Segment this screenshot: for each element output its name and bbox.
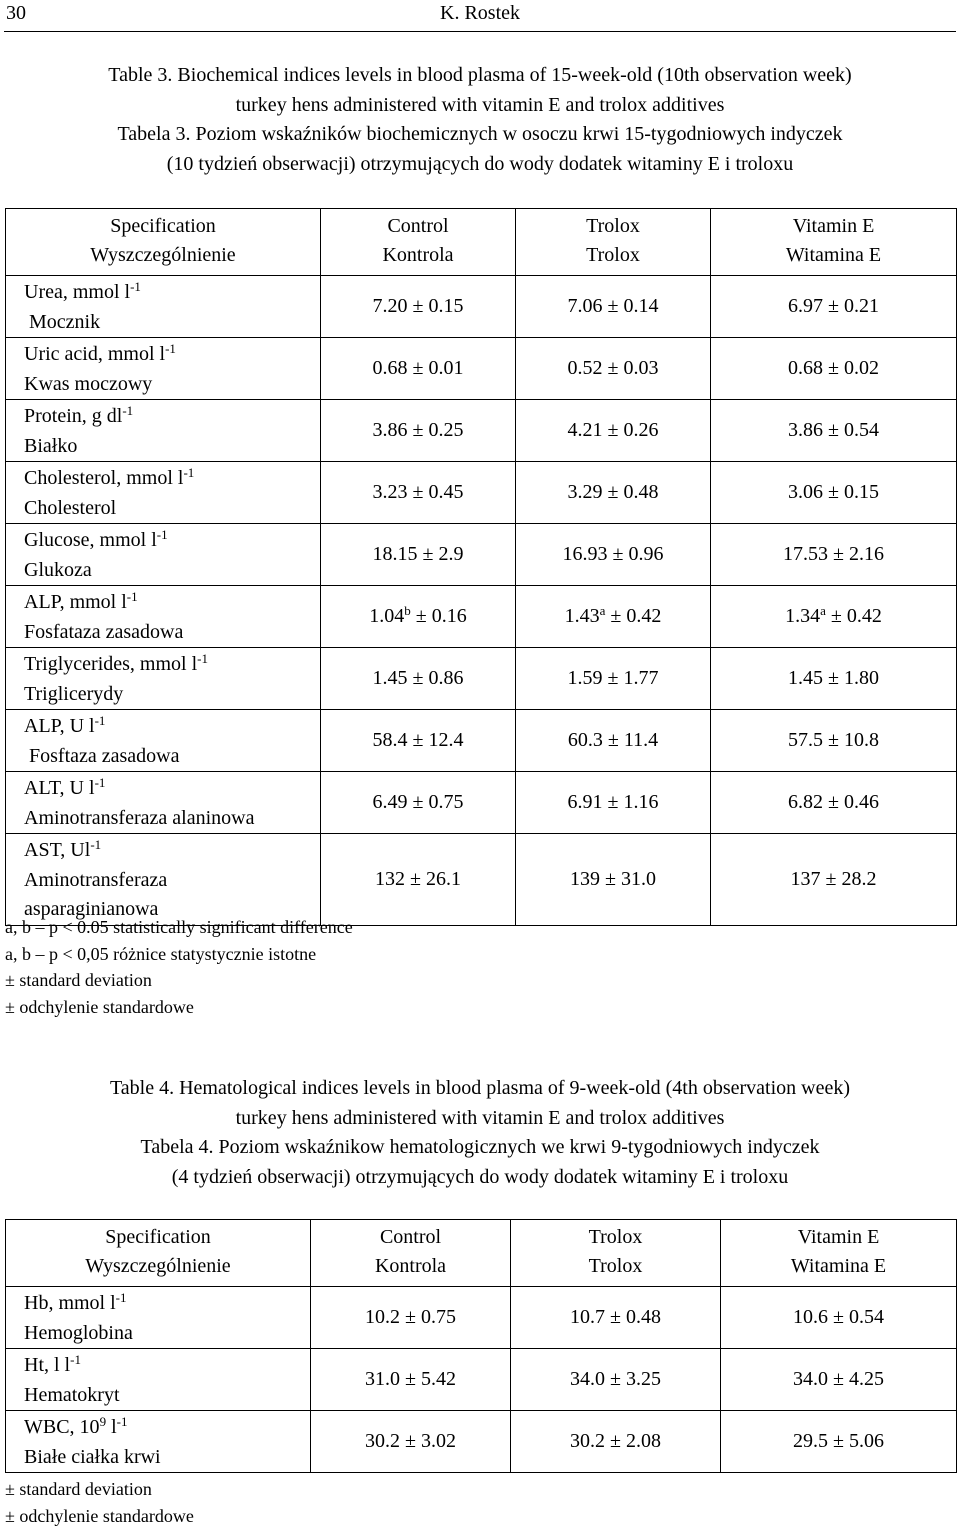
superscript: -1 bbox=[130, 279, 141, 294]
row-label-en bbox=[24, 464, 320, 494]
column-header-specification bbox=[6, 209, 321, 276]
cell-value: 6.91 ± 1.16 bbox=[567, 791, 659, 813]
cell-value: 60.3 ± 11.4 bbox=[567, 729, 659, 751]
cell-vitamin-e bbox=[711, 772, 957, 834]
cell-vitamin-e: 34.0 ± 4.25 bbox=[721, 1349, 957, 1411]
row-label bbox=[6, 1287, 311, 1349]
label-text: ALP, mmol l bbox=[24, 591, 127, 613]
cell-deviation: ± 0.42 bbox=[825, 605, 882, 627]
cell-deviation: ± 0.16 bbox=[410, 605, 467, 627]
cell-control bbox=[321, 710, 516, 772]
row-label bbox=[6, 338, 321, 400]
header-label-en: Vitamin E bbox=[792, 215, 875, 237]
row-label-pl: Hemoglobina bbox=[24, 1321, 133, 1344]
table4-caption-line: (4 tydzień obserwacji) otrzymujących do wody dodatek witaminy E i troloxu bbox=[171, 1165, 789, 1188]
label-text: Urea, mmol l bbox=[24, 281, 131, 303]
label-text: Ht, l l bbox=[24, 1354, 71, 1376]
table-row bbox=[6, 710, 957, 772]
cell-control: 10.2 ± 0.75 bbox=[311, 1287, 511, 1349]
superscript: -1 bbox=[94, 775, 106, 790]
row-label-en bbox=[24, 836, 320, 866]
row-label-pl: Glukoza bbox=[24, 558, 92, 581]
row-label-en bbox=[24, 340, 320, 370]
row-label-en bbox=[24, 402, 320, 432]
superscript: -1 bbox=[94, 713, 106, 728]
cell-trolox bbox=[516, 648, 711, 710]
row-label-pl: Aminotransferaza alaninowa bbox=[24, 806, 255, 829]
header-label-pl: Trolox bbox=[586, 244, 640, 266]
column-header-trolox bbox=[511, 1220, 721, 1287]
cell-value: 1.45 ± 0.86 bbox=[372, 667, 464, 689]
row-label bbox=[6, 1349, 311, 1411]
label-text: Uric acid, mmol l bbox=[24, 343, 166, 365]
row-label-pl: Aminotransferaza bbox=[24, 868, 168, 891]
row-label-pl: Fosftaza zasadowa bbox=[24, 744, 180, 767]
cell-value: 7.20 ± 0.15 bbox=[372, 295, 464, 317]
superscript: -1 bbox=[183, 465, 195, 480]
header-label-pl: Kontrola bbox=[374, 1255, 447, 1277]
superscript: -1 bbox=[197, 651, 208, 666]
table-row bbox=[6, 462, 957, 524]
superscript: a bbox=[599, 603, 606, 618]
footnote: ± standard deviation bbox=[5, 970, 152, 990]
cell-vitamin-e: 137 ± 28.2 bbox=[711, 834, 957, 926]
row-label bbox=[6, 834, 321, 926]
cell-vitamin-e: 29.5 ± 5.06 bbox=[721, 1411, 957, 1473]
row-label bbox=[6, 276, 321, 338]
cell-control bbox=[321, 276, 516, 338]
superscript: -1 bbox=[122, 403, 134, 418]
cell-value: 3.86 ± 0.54 bbox=[788, 419, 879, 441]
row-label-en bbox=[24, 588, 320, 618]
column-header-specification bbox=[6, 1220, 311, 1287]
row-label-pl: Kwas moczowy bbox=[24, 372, 153, 395]
table-row bbox=[6, 834, 957, 926]
superscript: -1 bbox=[165, 341, 176, 356]
row-label bbox=[6, 1411, 311, 1473]
cell-trolox bbox=[516, 338, 711, 400]
column-header-vitamin-e bbox=[721, 1220, 957, 1287]
cell-vitamin-e bbox=[711, 276, 957, 338]
header-rule bbox=[4, 31, 956, 32]
header-label-en: Trolox bbox=[588, 1226, 643, 1248]
cell-vitamin-e bbox=[711, 648, 957, 710]
cell-trolox: 139 ± 31.0 bbox=[516, 834, 711, 926]
row-label-en bbox=[24, 1413, 310, 1443]
table3-caption bbox=[0, 61, 960, 179]
cell-control bbox=[321, 772, 516, 834]
column-header-trolox bbox=[516, 209, 711, 276]
cell-control: 30.2 ± 3.02 bbox=[311, 1411, 511, 1473]
table-row bbox=[6, 338, 957, 400]
table-row bbox=[6, 1349, 957, 1411]
cell-trolox: 10.7 ± 0.48 bbox=[511, 1287, 721, 1349]
superscript: 9 bbox=[99, 1414, 107, 1429]
table4-caption-line: Table 4. Hematological indices levels in blood plasma of 9-week-old (4th observation week) bbox=[109, 1077, 851, 1099]
cell-vitamin-e bbox=[711, 462, 957, 524]
table4-notes bbox=[5, 1476, 194, 1529]
header-label-en: Trolox bbox=[586, 215, 640, 237]
table-row bbox=[6, 772, 957, 834]
cell-value: 0.52 ± 0.03 bbox=[567, 357, 659, 379]
row-label bbox=[6, 710, 321, 772]
label-text: ALP, U l bbox=[24, 715, 95, 737]
header-label-en: Control bbox=[387, 215, 449, 237]
row-label bbox=[6, 586, 321, 648]
cell-control bbox=[321, 338, 516, 400]
row-label-pl: Białe ciałka krwi bbox=[24, 1445, 161, 1468]
table-row bbox=[6, 1287, 957, 1349]
superscript: -1 bbox=[116, 1414, 128, 1429]
row-label-en bbox=[24, 1351, 310, 1381]
row-label-pl: asparaginianowa bbox=[24, 898, 159, 920]
table4-caption-line: Tabela 4. Poziom wskaźnikow hematologicznych we krwi 9-tygodniowych indyczek bbox=[140, 1136, 820, 1158]
cell-value: 58.4 ± 12.4 bbox=[372, 729, 464, 751]
cell-value: 4.21 ± 0.26 bbox=[567, 419, 659, 441]
cell-control bbox=[321, 400, 516, 462]
table3-caption-line: turkey hens administered with vitamin E and trolox additives bbox=[235, 93, 725, 116]
page-number: 30 bbox=[6, 2, 26, 24]
row-label-en bbox=[24, 278, 320, 308]
table3 bbox=[5, 208, 957, 926]
table-row bbox=[6, 524, 957, 586]
table3-header-row bbox=[6, 209, 957, 276]
cell-value: 6.49 ± 0.75 bbox=[372, 791, 464, 813]
cell-vitamin-e bbox=[711, 524, 957, 586]
table3-notes bbox=[5, 914, 353, 1020]
cell-value: 6.97 ± 0.21 bbox=[788, 295, 879, 317]
cell-deviation: ± 0.42 bbox=[605, 605, 662, 627]
table3-caption-line: Table 3. Biochemical indices levels in blood plasma of 15-week-old (10th observation week) bbox=[108, 64, 852, 86]
cell-trolox: 34.0 ± 3.25 bbox=[511, 1349, 721, 1411]
label-text: AST, Ul bbox=[24, 839, 91, 861]
table-row bbox=[6, 400, 957, 462]
cell-control bbox=[321, 586, 516, 648]
cell-value: 7.06 ± 0.14 bbox=[567, 295, 659, 317]
superscript: -1 bbox=[90, 837, 102, 852]
row-label bbox=[6, 400, 321, 462]
header-label-en: Specification bbox=[105, 1226, 211, 1248]
cell-vitamin-e bbox=[711, 586, 957, 648]
label-text: l bbox=[106, 1416, 117, 1438]
table4-header-row bbox=[6, 1220, 957, 1287]
row-label bbox=[6, 524, 321, 586]
header-label-pl: Kontrola bbox=[382, 244, 454, 266]
label-text: Hb, mmol l bbox=[24, 1292, 116, 1314]
label-text: Triglycerides, mmol l bbox=[24, 653, 198, 675]
label-text: Cholesterol, mmol l bbox=[24, 467, 184, 489]
cell-value: 3.06 ± 0.15 bbox=[788, 481, 879, 503]
cell-value: 1.45 ± 1.80 bbox=[788, 667, 879, 689]
cell-trolox bbox=[516, 586, 711, 648]
cell-vitamin-e: 10.6 ± 0.54 bbox=[721, 1287, 957, 1349]
label-text: ALT, U l bbox=[24, 777, 95, 799]
header-label-pl: Wyszczególnienie bbox=[85, 1255, 231, 1277]
cell-control bbox=[321, 524, 516, 586]
table-row bbox=[6, 1411, 957, 1473]
cell-value: 18.15 ± 2.9 bbox=[372, 543, 464, 565]
row-label-pl: Hematokryt bbox=[24, 1383, 120, 1406]
cell-value: 3.86 ± 0.25 bbox=[372, 419, 464, 441]
label-text: Glucose, mmol l bbox=[24, 529, 157, 551]
cell-value: 0.68 ± 0.02 bbox=[788, 357, 879, 379]
header-label-en: Control bbox=[379, 1226, 442, 1248]
cell-value: 16.93 ± 0.96 bbox=[562, 543, 664, 565]
label-text: Protein, g dl bbox=[24, 405, 123, 427]
column-header-control bbox=[311, 1220, 511, 1287]
cell-trolox bbox=[516, 710, 711, 772]
row-label-en bbox=[24, 650, 320, 680]
cell-vitamin-e bbox=[711, 400, 957, 462]
row-label-en bbox=[24, 1289, 310, 1319]
cell-trolox bbox=[516, 400, 711, 462]
cell-control bbox=[321, 648, 516, 710]
cell-vitamin-e bbox=[711, 710, 957, 772]
cell-trolox: 30.2 ± 2.08 bbox=[511, 1411, 721, 1473]
cell-trolox bbox=[516, 524, 711, 586]
cell-control bbox=[321, 462, 516, 524]
header-label-pl: Witamina E bbox=[785, 244, 882, 266]
table4-caption-line: turkey hens administered with vitamin E and trolox additives bbox=[235, 1106, 725, 1129]
cell-value: 57.5 ± 10.8 bbox=[788, 729, 879, 751]
superscript: -1 bbox=[156, 527, 168, 542]
column-header-vitamin-e bbox=[711, 209, 957, 276]
cell-control: 31.0 ± 5.42 bbox=[311, 1349, 511, 1411]
cell-value: 1.04 bbox=[369, 605, 405, 627]
cell-value: 3.29 ± 0.48 bbox=[567, 481, 659, 503]
cell-value: 3.23 ± 0.45 bbox=[372, 481, 464, 503]
cell-value: 1.43 bbox=[564, 605, 600, 627]
table-row bbox=[6, 586, 957, 648]
table4 bbox=[5, 1219, 957, 1473]
cell-value: 17.53 ± 2.16 bbox=[783, 543, 884, 565]
label-text: WBC, 10 bbox=[24, 1416, 100, 1438]
header-label-pl: Witamina E bbox=[790, 1255, 887, 1277]
row-label bbox=[6, 772, 321, 834]
header-label-en: Specification bbox=[110, 215, 216, 237]
row-label-en bbox=[24, 712, 320, 742]
row-label-en bbox=[24, 774, 320, 804]
cell-control: 132 ± 26.1 bbox=[321, 834, 516, 926]
cell-trolox bbox=[516, 462, 711, 524]
superscript: -1 bbox=[70, 1352, 81, 1367]
footnote: a, b – p < 0,05 różnice statystycznie istotne bbox=[5, 943, 317, 964]
row-label-pl: Triglicerydy bbox=[24, 682, 124, 705]
superscript: -1 bbox=[126, 589, 138, 604]
cell-value: 0.68 ± 0.01 bbox=[372, 357, 464, 379]
footnote: ± odchylenie standardowe bbox=[5, 996, 194, 1017]
row-label-pl: Fosfataza zasadowa bbox=[24, 620, 184, 643]
footnote: ± odchylenie standardowe bbox=[5, 1505, 194, 1526]
row-label-pl: Cholesterol bbox=[24, 496, 117, 519]
row-label bbox=[6, 648, 321, 710]
cell-value: 1.59 ± 1.77 bbox=[567, 667, 659, 689]
table4-caption bbox=[0, 1074, 960, 1192]
table3-caption-line: (10 tydzień obserwacji) otrzymujących do wody dodatek witaminy E i troloxu bbox=[166, 152, 794, 175]
row-label-en bbox=[24, 526, 320, 556]
superscript: a bbox=[820, 603, 826, 618]
cell-value: 6.82 ± 0.46 bbox=[788, 791, 879, 813]
column-header-control bbox=[321, 209, 516, 276]
superscript: -1 bbox=[115, 1290, 127, 1305]
cell-trolox bbox=[516, 772, 711, 834]
row-label-pl: Mocznik bbox=[24, 310, 101, 333]
running-header-author: K. Rostek bbox=[440, 2, 520, 24]
header-label-en: Vitamin E bbox=[797, 1226, 880, 1248]
row-label bbox=[6, 462, 321, 524]
header-label-pl: Trolox bbox=[588, 1255, 643, 1277]
footnote: ± standard deviation bbox=[5, 1479, 152, 1499]
table-row bbox=[6, 648, 957, 710]
table-row bbox=[6, 276, 957, 338]
superscript: b bbox=[404, 603, 411, 618]
cell-value: 1.34 bbox=[785, 605, 821, 627]
cell-trolox bbox=[516, 276, 711, 338]
table3-caption-line: Tabela 3. Poziom wskaźników biochemicznych w osoczu krwi 15-tygodniowych indyczek bbox=[117, 123, 843, 145]
cell-vitamin-e bbox=[711, 338, 957, 400]
header-label-pl: Wyszczególnienie bbox=[90, 244, 236, 266]
footnote: a, b – p < 0.05 statistically significant difference bbox=[5, 917, 353, 937]
row-label-pl: Białko bbox=[24, 434, 78, 457]
